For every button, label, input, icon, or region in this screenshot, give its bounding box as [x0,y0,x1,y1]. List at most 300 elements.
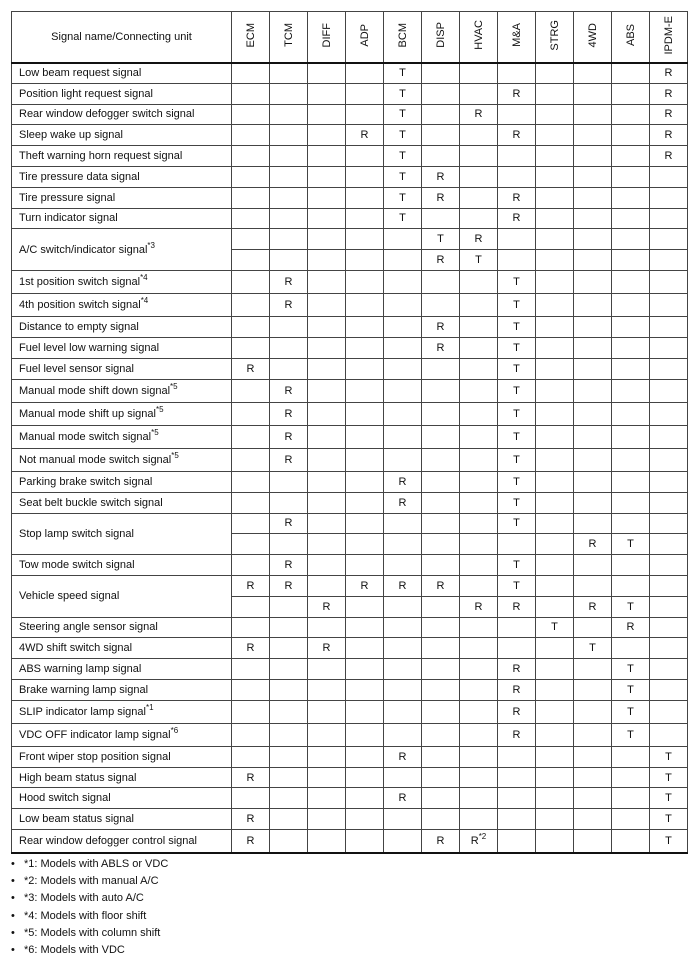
signal-cell-adp [346,700,384,723]
unit-header-tcm [270,12,308,63]
unit-header-hvac [460,12,498,63]
signal-cell-ipdm-e: T [650,830,688,853]
signal-name-cell [12,638,232,659]
signal-cell-abs: T [612,596,650,617]
signal-name: Tow mode switch signal [19,559,135,571]
signal-cell-disp: R [422,317,460,338]
signal-cell-ipdm-e [650,723,688,746]
signal-name: Steering angle sensor signal [19,621,158,634]
unit-header-bcm [384,12,422,63]
signal-name-cell [12,125,232,146]
signal-cell-hvac [460,830,498,853]
signal-cell-diff [308,659,346,680]
signal-cell-4wd [574,659,612,680]
signal-cell-strg [536,767,574,788]
signal-cell-abs [612,788,650,809]
signal-cell-bcm [384,596,422,617]
signal-cell-4wd: R [574,534,612,555]
signal-cell-diff [308,679,346,700]
signal-cell-strg [536,166,574,187]
signal-cell-4wd [574,767,612,788]
signal-cell-abs [612,809,650,830]
signal-cell-abs: T [612,700,650,723]
unit-header-disp [422,12,460,63]
signal-name: VDC OFF indicator lamp signal [19,728,171,741]
signal-cell-m-a: T [498,402,536,425]
bullet-icon: • [11,926,15,939]
signal-cell-disp: R [422,250,460,271]
signal-name-cell [12,788,232,809]
signal-cell-tcm [270,830,308,853]
signal-name-cell [12,723,232,746]
signal-cell-ipdm-e: T [650,809,688,830]
signal-name: Manual mode switch signal [19,430,152,443]
signal-name: 4WD shift switch signal [19,642,133,655]
signal-name: Vehicle speed signal [19,590,120,603]
signal-cell-ecm [232,659,270,680]
signal-cell-hvac [460,402,498,425]
signal-cell-abs [612,229,650,250]
signal-cell-strg [536,187,574,208]
signal-cell-ecm [232,104,270,125]
signal-cell-adp [346,229,384,250]
signal-cell-ipdm-e [650,617,688,638]
signal-cell-m-a: T [498,270,536,293]
signal-cell-bcm: T [384,208,422,229]
signal-cell-4wd [574,250,612,271]
signal-name-cell [12,830,232,853]
unit-header-adp [346,12,384,63]
unit-header-strg [536,12,574,63]
signal-cell-tcm: R [270,270,308,293]
signal-cell-adp [346,187,384,208]
signal-cell-bcm [384,767,422,788]
signal-cell-diff: R [308,638,346,659]
signal-cell-diff [308,723,346,746]
unit-header-label: ABS [624,24,637,47]
signal-cell-hvac [460,809,498,830]
bullet-icon: • [11,875,15,888]
signal-cell-m-a [498,830,536,853]
signal-cell-bcm [384,513,422,534]
signal-cell-bcm [384,294,422,317]
signal-cell-disp [422,358,460,379]
signal-cell-adp [346,679,384,700]
table-row [12,513,688,534]
signal-name: Fuel level low warning signal [19,341,160,354]
footnote-ref: *1 [145,702,154,712]
signal-cell-ecm: R [232,638,270,659]
signal-cell-bcm [384,379,422,402]
signal-cell-hvac [460,448,498,471]
signal-cell-bcm: R [384,471,422,492]
signal-cell-ipdm-e [650,229,688,250]
signal-cell-adp [346,270,384,293]
signal-cell-strg [536,379,574,402]
signal-cell-ipdm-e [650,358,688,379]
signal-cell-strg [536,788,574,809]
signal-cell-diff [308,358,346,379]
signal-cell-ipdm-e [650,294,688,317]
signal-cell-adp [346,166,384,187]
signal-cell-strg [536,723,574,746]
signal-cell-disp [422,402,460,425]
signal-cell-abs [612,270,650,293]
signal-cell-hvac [460,746,498,767]
table-row [12,208,688,229]
signal-name: Brake warning lamp signal [19,683,149,696]
signal-cell-ipdm-e: T [650,788,688,809]
signal-cell-tcm [270,104,308,125]
signal-cell-bcm [384,723,422,746]
signal-cell-hvac [460,513,498,534]
signal-cell-tcm: R [270,379,308,402]
signal-cell-strg [536,700,574,723]
signal-cell-abs [612,83,650,104]
signal-name: Low beam request signal [19,67,142,80]
signal-cell-hvac: R [460,104,498,125]
signal-name-cell [12,492,232,513]
signal-cell-bcm [384,358,422,379]
signal-cell-ipdm-e [650,555,688,576]
signal-cell-ecm [232,448,270,471]
signal-cell-ipdm-e: R [650,125,688,146]
signal-cell-ipdm-e: R [650,63,688,84]
signal-name-cell [12,104,232,125]
signal-cell-bcm: T [384,187,422,208]
signal-cell-adp [346,830,384,853]
signal-cell-ipdm-e [650,679,688,700]
signal-role: R [470,834,479,847]
signal-cell-strg [536,471,574,492]
table-row [12,746,688,767]
signal-cell-tcm [270,187,308,208]
signal-cell-tcm: R [270,294,308,317]
signal-cell-ipdm-e [650,317,688,338]
signal-cell-tcm [270,358,308,379]
signal-cell-4wd [574,788,612,809]
signal-name-cell [12,229,232,271]
signal-cell-abs [612,448,650,471]
signal-cell-hvac [460,63,498,84]
signal-cell-hvac [460,83,498,104]
signal-cell-m-a [498,534,536,555]
signal-cell-4wd [574,146,612,167]
signal-name: Tire pressure data signal [19,170,140,183]
signal-cell-m-a: T [498,379,536,402]
signal-cell-adp [346,767,384,788]
signal-name-cell [12,513,232,555]
signal-cell-ipdm-e: T [650,767,688,788]
signal-cell-ipdm-e [650,659,688,680]
signal-cell-strg [536,679,574,700]
signal-cell-ecm [232,471,270,492]
signal-cell-bcm [384,534,422,555]
table-row [12,402,688,425]
signal-name: Not manual mode switch signal [19,453,172,466]
signal-cell-tcm: R [270,402,308,425]
signal-cell-abs [612,250,650,271]
table-row [12,723,688,746]
unit-header-m-a [498,12,536,63]
signal-cell-4wd [574,294,612,317]
signal-cell-adp [346,723,384,746]
signal-cell-m-a: R [498,187,536,208]
signal-cell-ipdm-e [650,596,688,617]
signal-cell-tcm: R [270,448,308,471]
table-row [12,767,688,788]
signal-name: Tire pressure signal [19,191,116,204]
signal-cell-m-a: T [498,555,536,576]
signal-cell-ecm [232,83,270,104]
signal-cell-m-a [498,146,536,167]
signal-cell-adp [346,617,384,638]
signal-cell-ipdm-e [650,187,688,208]
signal-cell-bcm: T [384,146,422,167]
signal-cell-bcm: R [384,788,422,809]
signal-cell-diff [308,379,346,402]
signal-name: High beam status signal [19,771,137,784]
signal-cell-ecm [232,146,270,167]
signal-cell-4wd [574,723,612,746]
signal-cell-ecm [232,270,270,293]
signal-cell-diff [308,513,346,534]
signal-cell-m-a [498,63,536,84]
signal-cell-adp [346,250,384,271]
signal-cell-tcm [270,767,308,788]
signal-cell-tcm [270,746,308,767]
signal-name-cell [12,63,232,84]
signal-cell-abs [612,638,650,659]
signal-cell-bcm [384,317,422,338]
signal-cell-disp [422,294,460,317]
table-header-row [12,12,688,63]
signal-cell-ecm [232,788,270,809]
signal-cell-abs [612,358,650,379]
signal-cell-diff [308,617,346,638]
signal-cell-diff [308,208,346,229]
signal-cell-m-a [498,788,536,809]
signal-cell-bcm [384,809,422,830]
signal-cell-abs [612,471,650,492]
unit-header-label: ADP [358,23,371,47]
signal-cell-strg [536,358,574,379]
signal-name-cell [12,679,232,700]
signal-cell-ipdm-e: R [650,146,688,167]
signal-cell-strg [536,534,574,555]
footnote-ref: *3 [147,240,155,250]
signal-cell-4wd [574,448,612,471]
signal-cell-diff [308,146,346,167]
signal-cell-disp: R [422,187,460,208]
signal-cell-disp [422,596,460,617]
signal-cell-ecm [232,208,270,229]
signal-cell-abs [612,294,650,317]
signal-cell-strg [536,638,574,659]
signal-cell-ecm: R [232,767,270,788]
signal-name-cell [12,208,232,229]
signal-cell-strg [536,425,574,448]
signal-cell-diff [308,555,346,576]
signal-cell-ecm [232,492,270,513]
footnote-ref: *2 [478,831,487,841]
signal-cell-hvac [460,638,498,659]
table-row [12,294,688,317]
footnote-text: *2: Models with manual A/C [24,875,159,888]
signal-name: Turn indicator signal [19,212,118,225]
signal-cell-tcm [270,534,308,555]
signal-cell-disp [422,513,460,534]
signal-name-cell [12,555,232,576]
signal-cell-abs [612,166,650,187]
signal-cell-bcm [384,250,422,271]
signal-cell-4wd [574,104,612,125]
signal-cell-diff [308,534,346,555]
footnotes-list [11,856,168,959]
footnote-ref: *5 [170,381,178,391]
signal-name: Fuel level sensor signal [19,362,134,375]
signal-cell-adp [346,448,384,471]
signal-cell-bcm: R [384,575,422,596]
signal-cell-4wd [574,166,612,187]
signal-cell-m-a [498,617,536,638]
unit-header-label: HVAC [472,20,485,51]
signal-cell-m-a [498,809,536,830]
signal-cell-4wd [574,63,612,84]
signal-cell-diff [308,700,346,723]
table-row [12,146,688,167]
signal-cell-hvac [460,358,498,379]
signal-cell-m-a: R [498,83,536,104]
bullet-icon: • [11,943,15,956]
signal-cell-tcm [270,700,308,723]
signal-cell-diff [308,767,346,788]
signal-cell-ecm [232,746,270,767]
signal-cell-hvac [460,555,498,576]
signal-cell-m-a: R [498,723,536,746]
signal-cell-abs: R [612,617,650,638]
signal-cell-m-a: T [498,492,536,513]
signal-cell-tcm [270,250,308,271]
unit-header-ecm [232,12,270,63]
signal-cell-hvac [460,337,498,358]
signal-cell-strg [536,830,574,853]
signal-cell-tcm [270,788,308,809]
table-row [12,788,688,809]
table-row [12,679,688,700]
signal-cell-ipdm-e [650,700,688,723]
signal-cell-adp [346,317,384,338]
signal-cell-ecm [232,679,270,700]
signal-cell-4wd [574,471,612,492]
signal-cell-tcm: R [270,575,308,596]
signal-cell-m-a: T [498,358,536,379]
signal-cell-adp [346,492,384,513]
signal-cell-hvac [460,575,498,596]
unit-header-label: TCM [282,23,295,48]
signal-cell-strg [536,746,574,767]
signal-cell-adp [346,788,384,809]
signal-cell-strg [536,575,574,596]
signal-cell-ipdm-e [650,337,688,358]
signal-cell-strg [536,270,574,293]
footnote-ref: *6 [170,725,179,735]
signal-cell-bcm [384,830,422,853]
unit-header-4wd [574,12,612,63]
signal-cell-bcm: R [384,746,422,767]
table-row [12,379,688,402]
signal-cell-strg [536,63,574,84]
signal-name-cell [12,746,232,767]
footnote-text: *1: Models with ABLS or VDC [24,858,169,870]
signal-cell-4wd [574,402,612,425]
bullet-icon: • [11,892,15,905]
signal-cell-adp [346,358,384,379]
signal-cell-bcm [384,617,422,638]
signal-cell-tcm [270,679,308,700]
signal-cell-adp [346,638,384,659]
signal-name: Theft warning horn request signal [19,150,183,163]
signal-cell-ecm [232,166,270,187]
footnote-item [11,908,168,925]
signal-cell-ipdm-e [650,534,688,555]
signal-cell-bcm [384,638,422,659]
signal-cell-hvac [460,788,498,809]
signal-cell-hvac [460,767,498,788]
signal-cell-diff [308,425,346,448]
footnote-ref: *4 [140,273,148,283]
signal-cell-bcm: T [384,104,422,125]
signal-name: Rear window defogger switch signal [19,108,195,121]
signal-cell-diff [308,63,346,84]
signal-cell-disp [422,659,460,680]
signal-cell-ipdm-e [650,402,688,425]
signal-cell-ecm: R [232,830,270,853]
signal-cell-disp [422,767,460,788]
signal-name: Sleep wake up signal [19,129,123,142]
table-row [12,830,688,853]
signal-cell-ipdm-e [650,638,688,659]
signal-cell-ipdm-e [650,575,688,596]
signal-cell-4wd [574,575,612,596]
signal-cell-disp [422,809,460,830]
signal-cell-ecm [232,513,270,534]
signal-cell-disp: R [422,337,460,358]
signal-cell-bcm [384,425,422,448]
signal-cell-diff [308,809,346,830]
table-row [12,337,688,358]
signal-cell-hvac [460,659,498,680]
signal-cell-4wd [574,337,612,358]
table-row [12,187,688,208]
table-row [12,809,688,830]
signal-cell-abs [612,767,650,788]
signal-cell-adp [346,471,384,492]
signal-cell-strg [536,250,574,271]
signal-name: Parking brake switch signal [19,475,153,488]
signal-cell-m-a: R [498,596,536,617]
signal-cell-adp [346,659,384,680]
table-row [12,555,688,576]
signal-cell-tcm [270,659,308,680]
signal-cell-ecm [232,379,270,402]
signal-cell-abs [612,317,650,338]
signal-cell-m-a [498,767,536,788]
signal-cell-strg [536,146,574,167]
signal-cell-hvac [460,723,498,746]
footnote-item [11,873,168,890]
signal-cell-abs [612,513,650,534]
